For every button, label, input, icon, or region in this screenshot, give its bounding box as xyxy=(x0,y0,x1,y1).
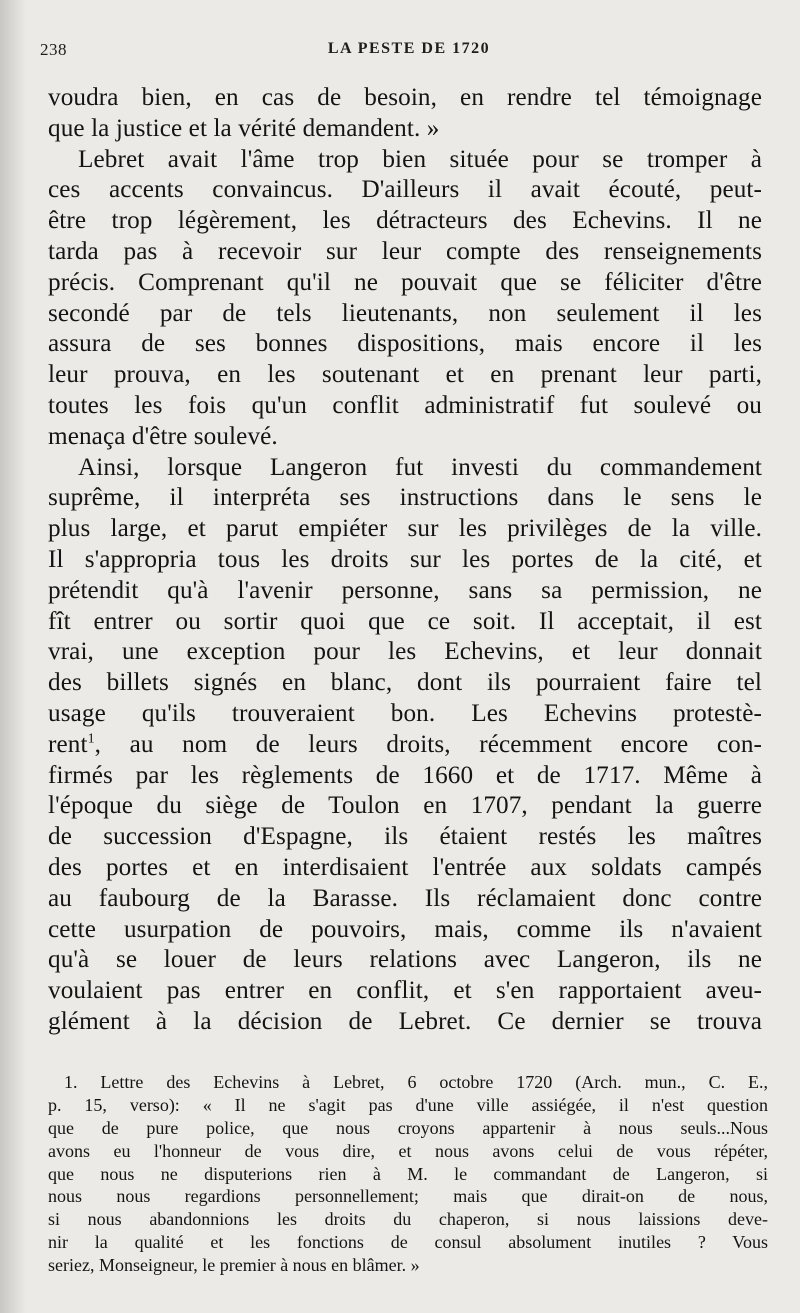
text-line: des billets signés en blanc, dont ils pourraient faire tel xyxy=(48,669,762,697)
text-fragment: , au nom de leurs droits, récemment encore con- xyxy=(94,730,762,758)
text-fragment: rent xyxy=(48,730,88,758)
main-text xyxy=(48,83,762,1038)
footnote-line: seriez, Monseigneur, le premier à nous en blâmer. » xyxy=(48,1255,420,1276)
text-line: tarda pas à recevoir sur leur compte des renseignements xyxy=(48,237,762,265)
running-title: LA PESTE DE 1720 xyxy=(327,40,491,57)
text-line: prétendit qu'à l'avenir personne, sans sa permission, ne xyxy=(48,576,762,604)
page-number: 238 xyxy=(40,40,67,59)
text-line: leur prouva, en les soutenant et en prenant leur parti, xyxy=(48,361,762,389)
text-line: toutes les fois qu'un conflit administratif fut soulevé ou xyxy=(48,391,762,419)
text-line: l'époque du siège de Toulon en 1707, pendant la guerre xyxy=(48,792,762,820)
text-line: que la justice et la vérité demandent. » xyxy=(48,114,440,142)
text-line: vrai, une exception pour les Echevins, et leur donnait xyxy=(48,638,762,666)
text-line: suprême, il interpréta ses instructions dans le sens le xyxy=(48,484,762,512)
text-line: usage qu'ils trouveraient bon. Les Echevins protestè- xyxy=(48,699,762,727)
text-line: firmés par les règlements de 1660 et de 1717. Même à xyxy=(48,761,762,789)
text-line: Ainsi, lorsque Langeron fut investi du commandement xyxy=(78,453,762,481)
text-line-with-footnote-ref xyxy=(48,730,762,761)
footnote-line: si nous abandonnions les droits du chaperon, si nous laissions deve- xyxy=(48,1209,768,1230)
text-line: plus large, et parut empiéter sur les privilèges de la ville. xyxy=(48,515,762,543)
text-line: glément à la décision de Lebret. Ce dernier se trouva xyxy=(48,1007,762,1035)
footnote-line: 1. Lettre des Echevins à Lebret, 6 octobre 1720 (Arch. mun., C. E., xyxy=(64,1072,768,1092)
text-line: voulaient pas entrer en conflit, et s'en rapportaient aveu- xyxy=(48,977,762,1005)
text-line: menaça d'être soulevé. xyxy=(48,422,278,450)
page-header xyxy=(40,40,778,70)
text-line: assura de ses bonnes dispositions, mais encore il les xyxy=(48,330,762,358)
text-line: ces accents convaincus. D'ailleurs il avait écouté, peut- xyxy=(48,176,762,204)
text-line: voudra bien, en cas de besoin, en rendre tel témoignage xyxy=(48,84,762,111)
text-line: précis. Comprenant qu'il ne pouvait que se féliciter d'être xyxy=(48,268,762,296)
text-line: Lebret avait l'âme trop bien située pour se tromper à xyxy=(78,145,762,173)
text-line: qu'à se louer de leurs relations avec Langeron, ils ne xyxy=(48,946,762,974)
text-line: de succession d'Espagne, ils étaient restés les maîtres xyxy=(48,823,762,851)
text-line: secondé par de tels lieutenants, non seulement il les xyxy=(48,299,762,327)
footnote-line: p. 15, verso): « Il ne s'agit pas d'une ville assiégée, il n'est question xyxy=(48,1094,768,1115)
text-line: des portes et en interdisaient l'entrée aux soldats campés xyxy=(48,853,762,881)
text-line: cette usurpation de pouvoirs, mais, comme ils n'avaient xyxy=(48,915,762,943)
footnote-reference: 1 xyxy=(87,731,95,747)
footnotes xyxy=(48,1071,768,1277)
footnote-line: que de pure police, que nous croyons appartenir à nous seuls...Nous xyxy=(48,1117,768,1138)
text-line: fît entrer ou sortir quoi que ce soit. Il acceptait, il est xyxy=(48,607,762,635)
text-line: Il s'appropria tous les droits sur les portes de la cité, et xyxy=(48,545,762,573)
text-line: être trop légèrement, les détracteurs des Echevins. Il ne xyxy=(48,207,762,235)
text-line: au faubourg de la Barasse. Ils réclamaient donc contre xyxy=(48,884,762,912)
footnote-line: avons eu l'honneur de vous dire, et nous avons celui de vous répéter, xyxy=(48,1140,768,1161)
footnote-line: nous nous regardions personnellement; mais que dirait-on de nous, xyxy=(48,1186,768,1207)
footnote-line: que nous ne disputerions rien à M. le commandant de Langeron, si xyxy=(48,1163,768,1184)
footnote-line: nir la qualité et les fonctions de consul absolument inutiles ? Vous xyxy=(48,1232,768,1253)
